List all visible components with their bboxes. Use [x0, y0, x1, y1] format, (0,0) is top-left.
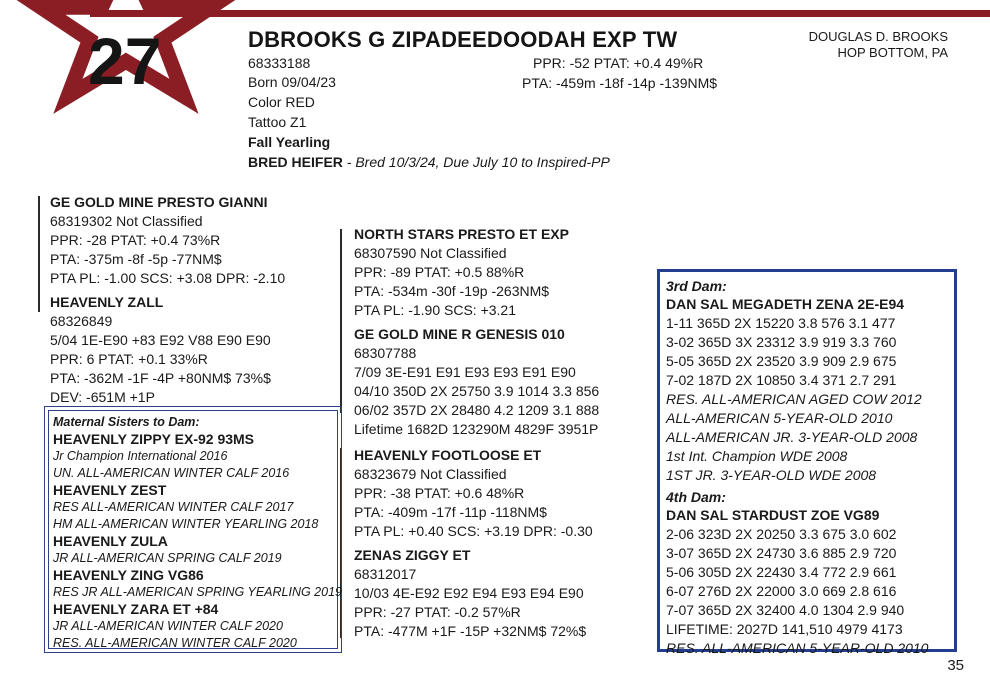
sister-note: RES JR ALL-AMERICAN SPRING YEARLING 2019: [53, 585, 342, 599]
dam-dam-reg: 68312017: [354, 566, 417, 582]
fourth-dam-lifetime: LIFETIME: 2027D 141,510 4979 4173: [666, 621, 903, 637]
dam-dam-ppr: PPR: -27 PTAT: -0.2 57%R: [354, 604, 521, 620]
sire-pta: PTA: -375m -8f -5p -77NM$: [50, 251, 222, 267]
sire-sire-ppr: PPR: -89 PTAT: +0.5 88%R: [354, 264, 525, 280]
fourth-dam-record: 6-07 276D 2X 22000 3.0 669 2.8 616: [666, 583, 897, 599]
sire-ppr: PPR: -28 PTAT: +0.4 73%R: [50, 232, 221, 248]
owner-block: [809, 29, 948, 61]
dam-sire-pta-pl: PTA PL: +0.40 SCS: +3.19 DPR: -0.30: [354, 523, 593, 539]
sister-note: JR ALL-AMERICAN WINTER CALF 2020: [53, 619, 283, 633]
dam-dam-pta: PTA: -477M +1F -15P +32NM$ 72%$: [354, 623, 587, 639]
pedigree-bracket-sire: [340, 229, 342, 413]
third-dam-record: 1-11 365D 2X 15220 3.8 576 3.1 477: [666, 315, 896, 331]
third-dam-record: 7-02 187D 2X 10850 3.4 371 2.7 291: [666, 372, 897, 388]
pta-line: PTA: -459m -18f -14p -139NM$: [522, 75, 718, 91]
bred-detail: - Bred 10/3/24, Due July 10 to Inspired-PP: [342, 154, 610, 170]
dam-sire-block: [354, 446, 593, 541]
sire-pta-pl: PTA PL: -1.00 SCS: +3.08 DPR: -2.10: [50, 270, 286, 286]
sire-sire-pta: PTA: -534m -30f -19p -263NM$: [354, 283, 550, 299]
sire-sire-name: NORTH STARS PRESTO ET EXP: [354, 226, 569, 242]
sister-note: HM ALL-AMERICAN WINTER YEARLING 2018: [53, 517, 319, 531]
ppr-line: PPR: -52 PTAT: +0.4 49%R: [533, 55, 704, 71]
lot-number: 27: [88, 24, 162, 98]
fourth-dam-heading: 4th Dam:: [666, 489, 726, 505]
third-dam-honor: 1st Int. Champion WDE 2008: [666, 448, 848, 464]
dam-dam-block: [354, 546, 586, 641]
dam-sire-pta: PTA: -409m -17f -11p -118NM$: [354, 504, 547, 520]
dam-classification: 5/04 1E-E90 +83 E92 V88 E90 E90: [50, 332, 271, 348]
bred-label: BRED HEIFER: [248, 154, 343, 170]
fourth-dam-record: 7-07 365D 2X 32400 4.0 1304 2.9 940: [666, 602, 905, 618]
page-number: 35: [947, 657, 964, 674]
sister-name: HEAVENLY ZULA: [53, 533, 168, 549]
fourth-dam-record: 3-07 365D 2X 24730 3.6 885 2.9 720: [666, 545, 897, 561]
sire-dam-lifetime: Lifetime 1682D 123290M 4829F 3951P: [354, 421, 599, 437]
sister-note: RES ALL-AMERICAN WINTER CALF 2017: [53, 500, 294, 514]
sister-note: Jr Champion International 2016: [53, 449, 228, 463]
sire-sire-block: [354, 225, 569, 320]
dam-sire-reg: 68323679 Not Classified: [354, 466, 507, 482]
sire-dam-block: [354, 325, 599, 439]
owner-name: DOUGLAS D. BROOKS: [808, 29, 948, 44]
dam-sire-ppr: PPR: -38 PTAT: +0.6 48%R: [354, 485, 525, 501]
sister-name: HEAVENLY ZEST: [53, 482, 167, 498]
fourth-dam-name: DAN SAL STARDUST ZOE VG89: [666, 507, 880, 523]
sire-block: [50, 193, 285, 288]
registration-number: 68333188: [248, 55, 311, 71]
dam-pta: PTA: -362M -1F -4P +80NM$ 73%$: [50, 370, 271, 386]
sire-name: GE GOLD MINE PRESTO GIANNI: [50, 194, 268, 210]
sire-dam-classification: 7/09 3E-E91 E91 E93 E93 E91 E90: [354, 364, 576, 380]
sister-note: RES. ALL-AMERICAN WINTER CALF 2020: [53, 636, 297, 650]
extended-dams: [666, 277, 951, 658]
sire-dam-record: 06/02 357D 2X 28480 4.2 1209 3.1 888: [354, 402, 600, 418]
dam-ppr: PPR: 6 PTAT: +0.1 33%R: [50, 351, 208, 367]
animal-name: DBROOKS G ZIPADEEDOODAH EXP TW: [248, 27, 678, 52]
third-dam-honor: ALL-AMERICAN 5-YEAR-OLD 2010: [666, 410, 893, 426]
sire-sire-reg: 68307590 Not Classified: [354, 245, 507, 261]
dam-block: [50, 293, 271, 407]
sire-dam-record: 04/10 350D 2X 25750 3.9 1014 3.3 856: [354, 383, 600, 399]
fourth-dam-honor: RES. ALL-AMERICAN 5-YEAR-OLD 2010: [666, 640, 929, 656]
sister-name: HEAVENLY ZING VG86: [53, 567, 204, 583]
third-dam-name: DAN SAL MEGADETH ZENA 2E-E94: [666, 296, 905, 312]
dam-sire-name: HEAVENLY FOOTLOOSE ET: [354, 447, 542, 463]
sire-dam-name: GE GOLD MINE R GENESIS 010: [354, 326, 565, 342]
sister-note: JR ALL-AMERICAN SPRING CALF 2019: [53, 551, 282, 565]
third-dam-honor: 1ST JR. 3-YEAR-OLD WDE 2008: [666, 467, 877, 483]
third-dam-honor: RES. ALL-AMERICAN AGED COW 2012: [666, 391, 922, 407]
pedigree-bracket-left: [38, 196, 40, 312]
dam-dev: DEV: -651M +1P: [50, 389, 155, 405]
class: Fall Yearling: [248, 134, 331, 150]
sister-name: HEAVENLY ZIPPY EX-92 93MS: [53, 431, 255, 447]
sister-note: UN. ALL-AMERICAN WINTER CALF 2016: [53, 466, 290, 480]
color: Color RED: [248, 94, 315, 110]
dam-name: HEAVENLY ZALL: [50, 294, 164, 310]
sire-sire-pta-pl: PTA PL: -1.90 SCS: +3.21: [354, 302, 516, 318]
maternal-sisters: [53, 414, 342, 652]
sire-dam-reg: 68307788: [354, 345, 417, 361]
owner-location: HOP BOTTOM, PA: [837, 45, 948, 60]
sire-reg: 68319302 Not Classified: [50, 213, 203, 229]
bred-status: [248, 153, 610, 172]
dam-dam-classification: 10/03 4E-E92 E92 E94 E93 E94 E90: [354, 585, 584, 601]
birth-date: Born 09/04/23: [248, 74, 336, 90]
dam-dam-name: ZENAS ZIGGY ET: [354, 547, 471, 563]
third-dam-record: 5-05 365D 2X 23520 3.9 909 2.9 675: [666, 353, 897, 369]
third-dam-heading: 3rd Dam:: [666, 278, 727, 294]
tattoo: Tattoo Z1: [248, 114, 307, 130]
fourth-dam-record: 5-06 305D 2X 22430 3.4 772 2.9 661: [666, 564, 897, 580]
maternal-sisters-heading: Maternal Sisters to Dam:: [53, 415, 200, 429]
third-dam-record: 3-02 365D 3X 23312 3.9 919 3.3 760: [666, 334, 897, 350]
sister-name: HEAVENLY ZARA ET +84: [53, 601, 219, 617]
dam-reg: 68326849: [50, 313, 113, 329]
fourth-dam-record: 2-06 323D 2X 20250 3.3 675 3.0 602: [666, 526, 897, 542]
third-dam-honor: ALL-AMERICAN JR. 3-YEAR-OLD 2008: [666, 429, 918, 445]
